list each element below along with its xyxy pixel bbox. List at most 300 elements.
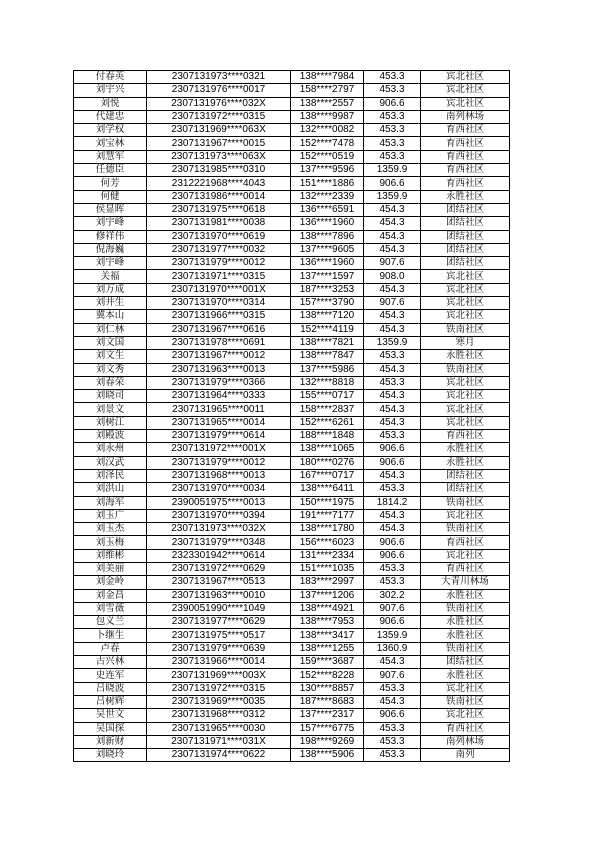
name-cell: 刘慧军 [74,150,147,163]
id-number-cell: 2307131970****0034 [147,483,291,496]
name-cell: 包义兰 [74,616,147,629]
id-number-cell: 2307131965****0030 [147,722,291,735]
id-number-cell: 2307131969****0035 [147,695,291,708]
amount-cell: 453.3 [364,483,421,496]
name-cell: 刘宇峰 [74,217,147,230]
phone-cell: 132****8818 [291,376,364,389]
id-number-cell: 2307131963****0013 [147,363,291,376]
table-row [74,735,510,748]
community-cell: 宾北社区 [421,682,510,695]
table-row [74,177,510,190]
table-row [74,483,510,496]
roster-table [73,70,510,762]
name-cell: 刘宝林 [74,137,147,150]
id-number-cell: 2323301942****0614 [147,549,291,562]
table-row [74,84,510,97]
name-cell: 刘仁林 [74,323,147,336]
name-cell: 刘悦 [74,97,147,110]
amount-cell: 1359.9 [364,190,421,203]
name-cell: 史连军 [74,669,147,682]
phone-cell: 137****9605 [291,243,364,256]
amount-cell: 454.3 [364,217,421,230]
id-number-cell: 2307131979****0639 [147,642,291,655]
table-row [74,190,510,203]
id-number-cell: 2307131977****0032 [147,243,291,256]
phone-cell: 198****9269 [291,735,364,748]
table-row [74,376,510,389]
id-number-cell: 2307131969****003X [147,669,291,682]
id-number-cell: 2307131972****0315 [147,110,291,123]
id-number-cell: 2307131977****0629 [147,616,291,629]
id-number-cell: 2307131985****0310 [147,164,291,177]
phone-cell: 151****1886 [291,177,364,190]
table-row [74,549,510,562]
amount-cell: 453.3 [364,576,421,589]
table-row [74,722,510,735]
community-cell: 宾北社区 [421,509,510,522]
amount-cell: 454.3 [364,509,421,522]
name-cell: 刘殿波 [74,430,147,443]
table-row [74,230,510,243]
name-cell: 刘玉广 [74,509,147,522]
id-number-cell: 2307131967****0513 [147,576,291,589]
amount-cell: 454.3 [364,469,421,482]
name-cell: 刘海军 [74,496,147,509]
phone-cell: 131****2334 [291,549,364,562]
community-cell: 宾北社区 [421,310,510,323]
id-number-cell: 2307131970****0619 [147,230,291,243]
amount-cell: 906.6 [364,97,421,110]
name-cell: 何芳 [74,177,147,190]
community-cell: 团结社区 [421,203,510,216]
amount-cell: 1360.9 [364,642,421,655]
id-number-cell: 2307131976****032X [147,97,291,110]
id-number-cell: 2307131979****0366 [147,376,291,389]
id-number-cell: 2307131973****032X [147,523,291,536]
id-number-cell: 2307131981****0038 [147,217,291,230]
amount-cell: 454.3 [364,523,421,536]
table-row [74,629,510,642]
name-cell: 吕树辉 [74,695,147,708]
phone-cell: 138****4921 [291,602,364,615]
phone-cell: 138****7984 [291,71,364,84]
table-row [74,682,510,695]
id-number-cell: 2307131969****063X [147,124,291,137]
amount-cell: 454.3 [364,310,421,323]
phone-cell: 158****2837 [291,403,364,416]
table-row [74,403,510,416]
community-cell: 南列 [421,749,510,762]
amount-cell: 454.3 [364,283,421,296]
amount-cell: 453.3 [364,71,421,84]
name-cell: 卜继生 [74,629,147,642]
phone-cell: 138****7847 [291,350,364,363]
table-row [74,97,510,110]
phone-cell: 136****1960 [291,217,364,230]
name-cell: 刘汉武 [74,456,147,469]
phone-cell: 158****2797 [291,84,364,97]
table-row [74,390,510,403]
table-row [74,71,510,84]
table-row [74,203,510,216]
phone-cell: 155****0717 [291,390,364,403]
community-cell: 永胜社区 [421,190,510,203]
amount-cell: 453.3 [364,749,421,762]
amount-cell: 453.3 [364,430,421,443]
phone-cell: 150****1975 [291,496,364,509]
phone-cell: 157****3790 [291,297,364,310]
name-cell: 刘维彬 [74,549,147,562]
name-cell: 古兴林 [74,656,147,669]
community-cell: 宾北社区 [421,84,510,97]
id-number-cell: 2307131978****0691 [147,336,291,349]
amount-cell: 906.6 [364,536,421,549]
community-cell: 宾北社区 [421,376,510,389]
community-cell: 团结社区 [421,230,510,243]
id-number-cell: 2307131967****0012 [147,350,291,363]
name-cell: 代建忠 [74,110,147,123]
phone-cell: 138****9987 [291,110,364,123]
id-number-cell: 2307131963****0010 [147,589,291,602]
table-row [74,749,510,762]
phone-cell: 152****4119 [291,323,364,336]
amount-cell: 454.3 [364,230,421,243]
table-row [74,336,510,349]
community-cell: 铁南社区 [421,323,510,336]
table-row [74,443,510,456]
id-number-cell: 2307131974****0622 [147,749,291,762]
table-row [74,363,510,376]
table-row [74,669,510,682]
phone-cell: 137****1597 [291,270,364,283]
name-cell: 任德臣 [74,164,147,177]
phone-cell: 132****2339 [291,190,364,203]
name-cell: 倪海巍 [74,243,147,256]
name-cell: 刘洪山 [74,483,147,496]
amount-cell: 907.6 [364,669,421,682]
name-cell: 付春英 [74,71,147,84]
id-number-cell: 2307131970****001X [147,283,291,296]
community-cell: 铁南社区 [421,363,510,376]
phone-cell: 138****7120 [291,310,364,323]
amount-cell: 454.3 [364,403,421,416]
roster-table-body [74,71,510,762]
community-cell: 团结社区 [421,217,510,230]
community-cell: 永胜社区 [421,629,510,642]
community-cell: 育西社区 [421,137,510,150]
amount-cell: 453.3 [364,110,421,123]
phone-cell: 183****2997 [291,576,364,589]
table-row [74,310,510,323]
phone-cell: 191****7177 [291,509,364,522]
community-cell: 宾北社区 [421,403,510,416]
community-cell: 宾北社区 [421,390,510,403]
table-row [74,164,510,177]
id-number-cell: 2307131967****0015 [147,137,291,150]
table-row [74,270,510,283]
name-cell: 侯显晖 [74,203,147,216]
community-cell: 宾北社区 [421,709,510,722]
phone-cell: 136****6591 [291,203,364,216]
phone-cell: 136****1960 [291,257,364,270]
phone-cell: 138****2557 [291,97,364,110]
community-cell: 宾北社区 [421,297,510,310]
amount-cell: 454.3 [364,695,421,708]
phone-cell: 157****6775 [291,722,364,735]
community-cell: 南列林场 [421,735,510,748]
phone-cell: 138****5906 [291,749,364,762]
amount-cell: 453.3 [364,376,421,389]
name-cell: 刘金岭 [74,576,147,589]
amount-cell: 453.3 [364,682,421,695]
name-cell: 吴世文 [74,709,147,722]
phone-cell: 152****6261 [291,416,364,429]
table-row [74,602,510,615]
phone-cell: 138****7953 [291,616,364,629]
name-cell: 刘万成 [74,283,147,296]
community-cell: 铁南社区 [421,602,510,615]
id-number-cell: 2307131979****0012 [147,257,291,270]
community-cell: 铁南社区 [421,642,510,655]
name-cell: 刘宇峰 [74,257,147,270]
id-number-cell: 2307131979****0614 [147,430,291,443]
name-cell: 刘井生 [74,297,147,310]
community-cell: 永胜社区 [421,456,510,469]
id-number-cell: 2307131972****001X [147,443,291,456]
community-cell: 团结社区 [421,243,510,256]
table-row [74,695,510,708]
phone-cell: 137****9596 [291,164,364,177]
amount-cell: 906.6 [364,177,421,190]
table-row [74,150,510,163]
id-number-cell: 2307131973****0321 [147,71,291,84]
community-cell: 育西社区 [421,164,510,177]
amount-cell: 302.2 [364,589,421,602]
amount-cell: 906.6 [364,616,421,629]
phone-cell: 152****8228 [291,669,364,682]
table-row [74,496,510,509]
community-cell: 团结社区 [421,483,510,496]
amount-cell: 453.3 [364,350,421,363]
name-cell: 冀本山 [74,310,147,323]
community-cell: 宾北社区 [421,71,510,84]
name-cell: 刘玉梅 [74,536,147,549]
community-cell: 育西社区 [421,150,510,163]
phone-cell: 137****5986 [291,363,364,376]
table-row [74,416,510,429]
amount-cell: 453.3 [364,722,421,735]
amount-cell: 454.3 [364,243,421,256]
id-number-cell: 2307131979****0012 [147,456,291,469]
community-cell: 育西社区 [421,536,510,549]
id-number-cell: 2307131975****0618 [147,203,291,216]
phone-cell: 138****1780 [291,523,364,536]
amount-cell: 1359.9 [364,336,421,349]
id-number-cell: 2307131972****0629 [147,562,291,575]
phone-cell: 137****1206 [291,589,364,602]
table-row [74,656,510,669]
id-number-cell: 2307131975****0517 [147,629,291,642]
community-cell: 宾北社区 [421,416,510,429]
phone-cell: 180****0276 [291,456,364,469]
name-cell: 刘玉杰 [74,523,147,536]
table-row [74,124,510,137]
id-number-cell: 2307131971****0315 [147,270,291,283]
table-row [74,469,510,482]
phone-cell: 138****6411 [291,483,364,496]
community-cell: 永胜社区 [421,443,510,456]
table-row [74,576,510,589]
amount-cell: 454.3 [364,203,421,216]
phone-cell: 138****1255 [291,642,364,655]
name-cell: 刘树江 [74,416,147,429]
id-number-cell: 2307131966****0014 [147,656,291,669]
table-row [74,217,510,230]
amount-cell: 906.6 [364,709,421,722]
amount-cell: 454.3 [364,416,421,429]
phone-cell: 151****1035 [291,562,364,575]
name-cell: 卢春 [74,642,147,655]
community-cell: 铁南社区 [421,695,510,708]
table-row [74,509,510,522]
phone-cell: 187****8683 [291,695,364,708]
table-row [74,283,510,296]
id-number-cell: 2307131979****0348 [147,536,291,549]
phone-cell: 167****0717 [291,469,364,482]
name-cell: 刘文国 [74,336,147,349]
amount-cell: 453.3 [364,84,421,97]
table-row [74,243,510,256]
community-cell: 铁南社区 [421,523,510,536]
phone-cell: 152****0519 [291,150,364,163]
id-number-cell: 2312221968****4043 [147,177,291,190]
community-cell: 永胜社区 [421,616,510,629]
phone-cell: 138****7896 [291,230,364,243]
name-cell: 刘永州 [74,443,147,456]
community-cell: 育西社区 [421,430,510,443]
amount-cell: 906.6 [364,456,421,469]
name-cell: 刘美丽 [74,562,147,575]
community-cell: 育西社区 [421,177,510,190]
amount-cell: 906.6 [364,443,421,456]
community-cell: 永胜社区 [421,350,510,363]
name-cell: 刘新财 [74,735,147,748]
amount-cell: 1359.9 [364,164,421,177]
name-cell: 吕晓波 [74,682,147,695]
amount-cell: 454.3 [364,390,421,403]
amount-cell: 908.0 [364,270,421,283]
id-number-cell: 2307131970****0394 [147,509,291,522]
community-cell: 宾北社区 [421,97,510,110]
id-number-cell: 2307131965****0014 [147,416,291,429]
amount-cell: 453.3 [364,124,421,137]
name-cell: 关福 [74,270,147,283]
id-number-cell: 2307131973****063X [147,150,291,163]
community-cell: 育西社区 [421,124,510,137]
community-cell: 宾北社区 [421,270,510,283]
id-number-cell: 2307131965****0011 [147,403,291,416]
id-number-cell: 2307131964****0333 [147,390,291,403]
community-cell: 宾北社区 [421,549,510,562]
name-cell: 刘文生 [74,350,147,363]
id-number-cell: 2307131970****0314 [147,297,291,310]
id-number-cell: 2307131976****0017 [147,84,291,97]
name-cell: 刘景文 [74,403,147,416]
table-row [74,456,510,469]
name-cell: 刘雪薇 [74,602,147,615]
table-row [74,523,510,536]
id-number-cell: 2307131971****031X [147,735,291,748]
table-row [74,137,510,150]
community-cell: 永胜社区 [421,669,510,682]
table-row [74,323,510,336]
name-cell: 刘文秀 [74,363,147,376]
community-cell: 永胜社区 [421,589,510,602]
id-number-cell: 2307131966****0315 [147,310,291,323]
amount-cell: 453.3 [364,735,421,748]
phone-cell: 159****3687 [291,656,364,669]
table-row [74,536,510,549]
table-row [74,562,510,575]
table-row [74,110,510,123]
id-number-cell: 2390051990****1049 [147,602,291,615]
name-cell: 修祥伟 [74,230,147,243]
id-number-cell: 2307131968****0013 [147,469,291,482]
amount-cell: 454.3 [364,323,421,336]
name-cell: 刘泽民 [74,469,147,482]
name-cell: 刘晓司 [74,390,147,403]
phone-cell: 130****8857 [291,682,364,695]
community-cell: 团结社区 [421,257,510,270]
name-cell: 刘金昌 [74,589,147,602]
amount-cell: 1359.9 [364,629,421,642]
phone-cell: 132****0082 [291,124,364,137]
community-cell: 育西社区 [421,562,510,575]
name-cell: 吴国探 [74,722,147,735]
amount-cell: 453.3 [364,150,421,163]
amount-cell: 907.6 [364,602,421,615]
amount-cell: 907.6 [364,297,421,310]
id-number-cell: 2307131967****0616 [147,323,291,336]
phone-cell: 188****1848 [291,430,364,443]
phone-cell: 138****1065 [291,443,364,456]
community-cell: 团结社区 [421,656,510,669]
amount-cell: 906.6 [364,549,421,562]
table-row [74,350,510,363]
amount-cell: 1814.2 [364,496,421,509]
phone-cell: 138****7821 [291,336,364,349]
phone-cell: 137****2317 [291,709,364,722]
id-number-cell: 2307131986****0014 [147,190,291,203]
name-cell: 刘春荣 [74,376,147,389]
name-cell: 刘晓玲 [74,749,147,762]
amount-cell: 454.3 [364,363,421,376]
community-cell: 团结社区 [421,469,510,482]
community-cell: 铁南社区 [421,496,510,509]
amount-cell: 453.3 [364,137,421,150]
table-row [74,642,510,655]
phone-cell: 152****7478 [291,137,364,150]
name-cell: 刘学权 [74,124,147,137]
community-cell: 南列林场 [421,110,510,123]
phone-cell: 187****3253 [291,283,364,296]
table-row [74,430,510,443]
id-number-cell: 2307131968****0312 [147,709,291,722]
community-cell: 育西社区 [421,722,510,735]
table-row [74,589,510,602]
table-row [74,709,510,722]
amount-cell: 454.3 [364,656,421,669]
